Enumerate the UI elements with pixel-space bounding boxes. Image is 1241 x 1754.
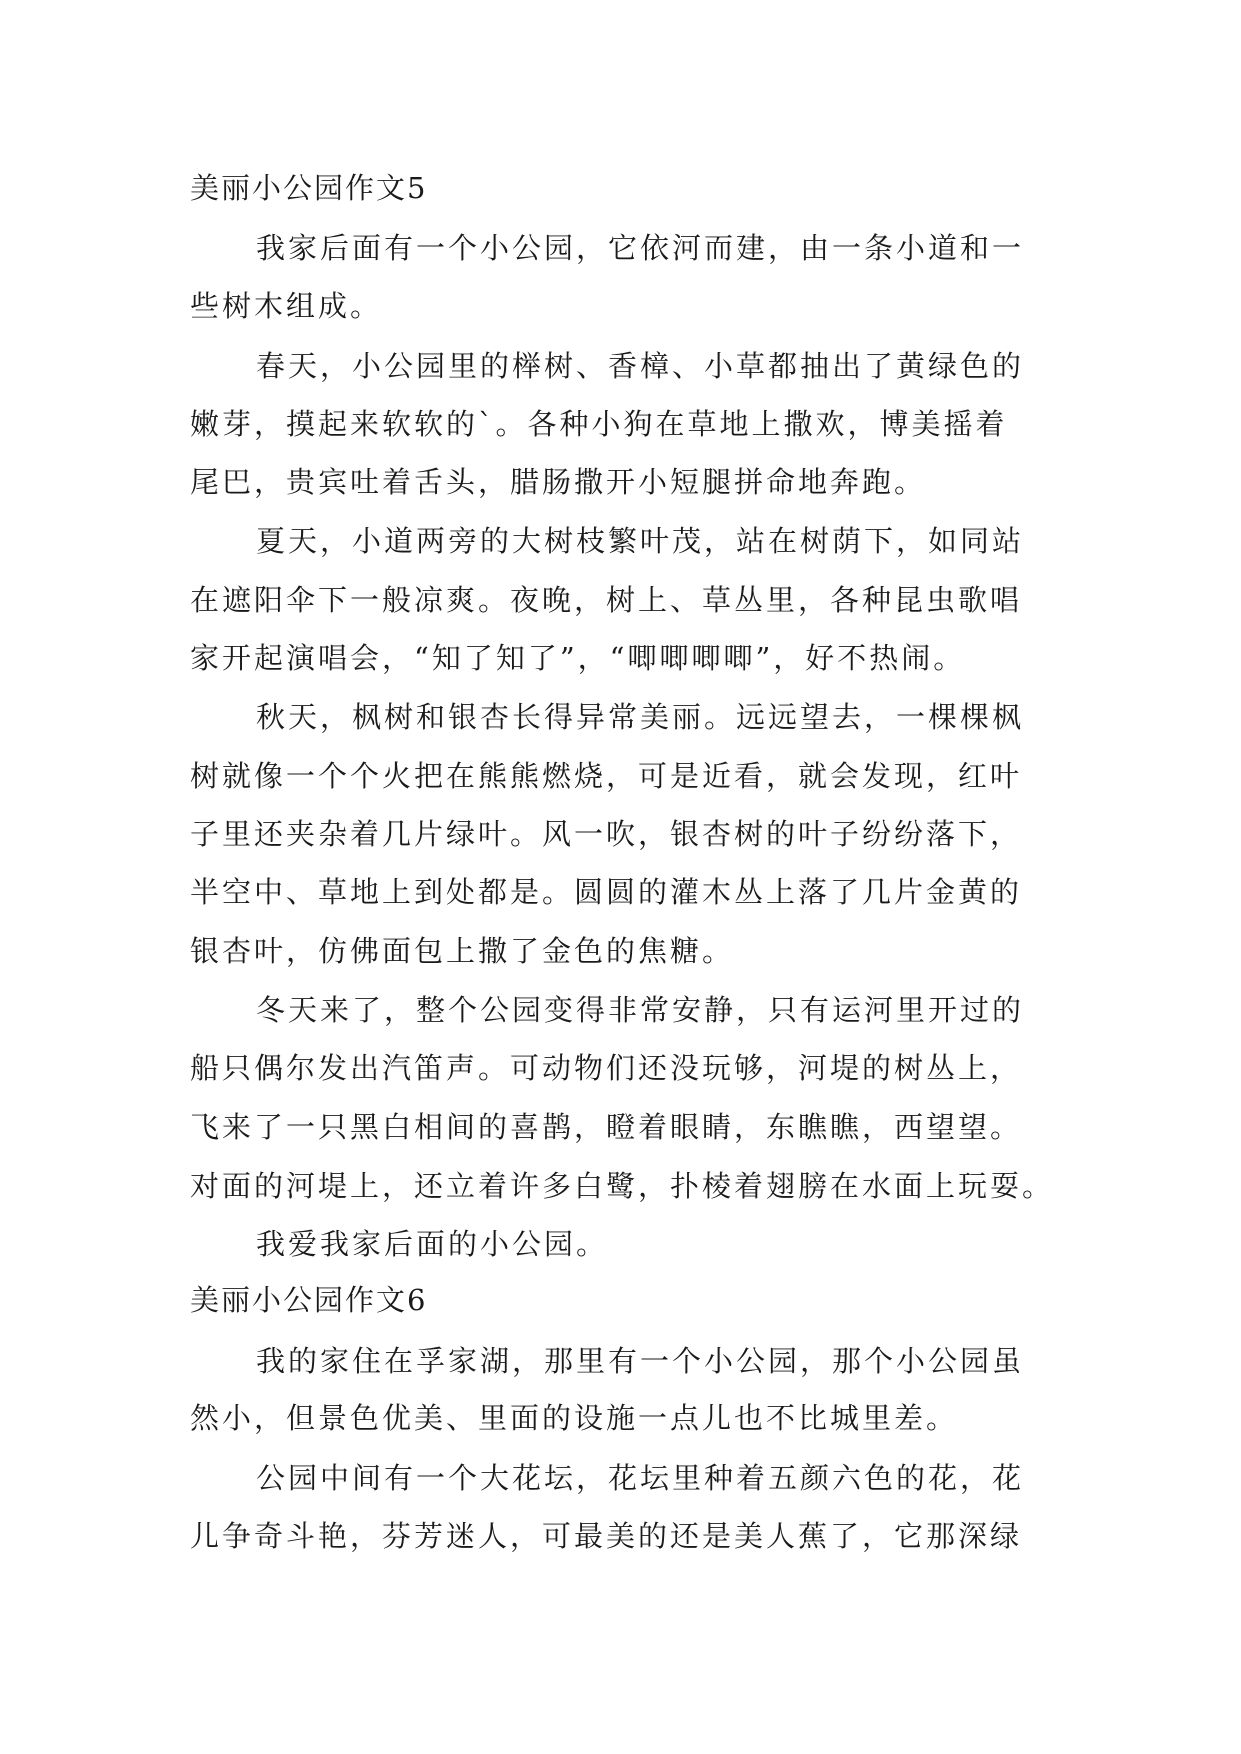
paragraph-line: 家开起演唱会，“知了知了”，“唧唧唧唧”，好不热闹。 [190,641,966,675]
essay-title: 美丽小公园作文5 [190,171,428,205]
paragraph-line: 公园中间有一个大花坛，花坛里种着五颜六色的花，花 [256,1461,1025,1495]
paragraph-line: 飞来了一只黑白相间的喜鹊，瞪着眼睛，东瞧瞧，西望望。 [190,1110,1023,1144]
paragraph-line: 夏天，小道两旁的大树枝繁叶茂，站在树荫下，如同站 [256,524,1025,558]
paragraph-line: 在遮阳伞下一般凉爽。夜晚，树上、草丛里，各种昆虫歌唱 [190,583,1023,617]
paragraph-line: 冬天来了，整个公园变得非常安静，只有运河里开过的 [256,993,1025,1027]
paragraph-line: 我的家住在孚家湖，那里有一个小公园，那个小公园虽 [256,1344,1025,1378]
paragraph-line: 我爱我家后面的小公园。 [256,1227,609,1261]
paragraph-line: 我家后面有一个小公园，它依河而建，由一条小道和一 [256,231,1025,265]
paragraph-line: 树就像一个个火把在熊熊燃烧，可是近看，就会发现，红叶 [190,759,1023,793]
paragraph-line: 春天，小公园里的榉树、香樟、小草都抽出了黄绿色的 [256,349,1025,383]
paragraph-line: 儿争奇斗艳，芬芳迷人，可最美的还是美人蕉了，它那深绿 [190,1519,1023,1553]
paragraph-line: 尾巴，贵宾吐着舌头，腊肠撒开小短腿拼命地奔跑。 [190,465,927,499]
paragraph-line: 些树木组成。 [190,289,383,323]
paragraph-line: 银杏叶，仿佛面包上撒了金色的焦糖。 [190,934,735,968]
paragraph-line: 秋天，枫树和银杏长得异常美丽。远远望去，一棵棵枫 [256,700,1025,734]
paragraph-line: 半空中、草地上到处都是。圆圆的灌木丛上落了几片金黄的 [190,875,1023,909]
paragraph-line: 子里还夹杂着几片绿叶。风一吹，银杏树的叶子纷纷落下， [190,817,1023,851]
paragraph-line: 然小，但景色优美、里面的设施一点儿也不比城里差。 [190,1401,959,1435]
paragraph-line: 对面的河堤上，还立着许多白鹭，扑棱着翅膀在水面上玩耍。 [190,1169,1055,1203]
paragraph-line: 船只偶尔发出汽笛声。可动物们还没玩够，河堤的树丛上， [190,1051,1023,1085]
essay-title: 美丽小公园作文6 [190,1283,428,1317]
paragraph-line: 嫩芽，摸起来软软的`。各种小狗在草地上撒欢，博美摇着 [190,407,1008,441]
